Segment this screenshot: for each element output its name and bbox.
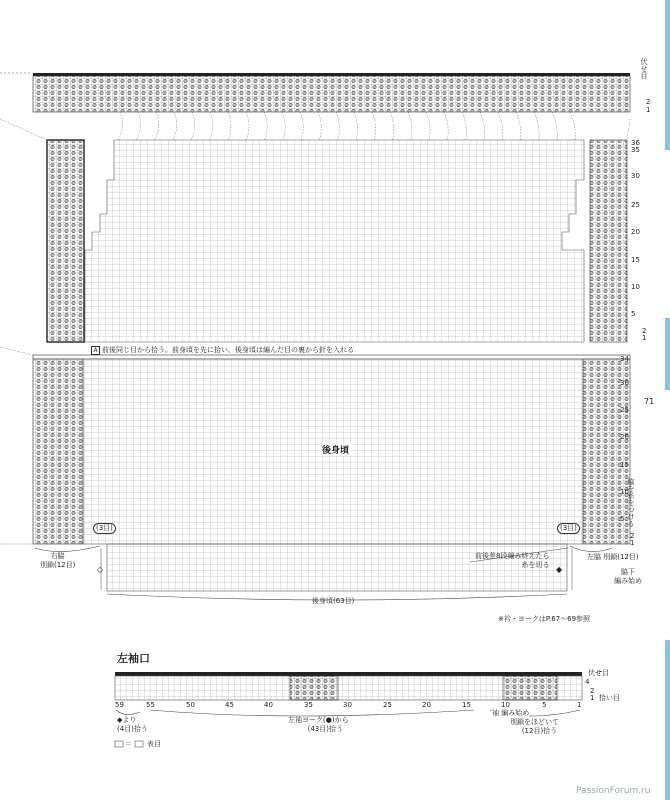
note-a-icon: A bbox=[91, 346, 100, 355]
sleeve-note-mid-1: 左袖ヨーク(●)から bbox=[288, 716, 349, 724]
sleeve-note-right-2: (12目)拾う bbox=[521, 726, 558, 735]
pickup-guide-line bbox=[462, 112, 466, 140]
body-row-5: 5 bbox=[620, 515, 625, 523]
pickup-guide-line bbox=[118, 112, 123, 140]
yoke-row-30: 30 bbox=[631, 172, 640, 180]
reference-note: ※衿・ヨークはP.67〜69参照 bbox=[498, 615, 591, 623]
sleeve-row-1: 1 bbox=[590, 694, 595, 702]
diamond-marker-right: ◆ bbox=[556, 565, 563, 574]
back-body-label: 後身頃 bbox=[320, 443, 351, 456]
back-body-stitch-count: 後身頃(63目) bbox=[312, 597, 355, 605]
pickup-guide-line bbox=[570, 112, 576, 140]
sleeve-col-5: 5 bbox=[542, 701, 547, 709]
sleeve-col-15: 15 bbox=[462, 701, 471, 709]
right-side-count: (3目) bbox=[93, 523, 116, 534]
pickup-guide-line bbox=[210, 112, 213, 140]
pickup-guide-line bbox=[246, 112, 249, 140]
underarm-label-2: 編み始め bbox=[614, 576, 642, 585]
right-side-label bbox=[40, 552, 75, 570]
pickup-guide-line bbox=[534, 112, 539, 140]
sleeve-col-50: 50 bbox=[186, 701, 195, 709]
body-row-25: 25 bbox=[620, 406, 629, 414]
body-row-15: 15 bbox=[620, 461, 629, 469]
yoke-row-10: 10 bbox=[631, 283, 640, 291]
sleeve-note-left-2: (4目)拾う bbox=[117, 724, 148, 733]
pickup-guide-line bbox=[354, 112, 358, 140]
sleeve-note-left-1: ◆より bbox=[117, 716, 137, 724]
yoke-row-5: 5 bbox=[631, 310, 636, 318]
yoke-row-1: 1 bbox=[642, 334, 647, 342]
sleeve-bind-off: 伏せ目 bbox=[588, 669, 609, 677]
sleeve-note-right bbox=[510, 718, 559, 736]
underarm-start-label bbox=[614, 568, 642, 586]
legend-knit-label: 表目 bbox=[147, 740, 161, 748]
legend-equals: ＝ bbox=[125, 740, 132, 748]
pickup-guide-line bbox=[191, 112, 195, 140]
body-row-1: 1 bbox=[630, 539, 635, 547]
bind-off-label: 伏せ目 bbox=[640, 58, 648, 79]
side-yarn-note: 脇を糸をつける bbox=[627, 478, 635, 527]
diamond-marker-left: ◇ bbox=[97, 565, 104, 574]
sleeve-note-mid bbox=[288, 716, 349, 734]
pickup-guide-line bbox=[282, 112, 285, 140]
sleeve-col-35: 35 bbox=[304, 701, 313, 709]
sleeve-pickup-label: 拾い目 bbox=[599, 694, 620, 702]
sleeve-note-right-1: 別鎖をほどいて bbox=[510, 718, 559, 726]
sleeve-note-mid-2: (43目)拾う bbox=[307, 724, 343, 733]
pickup-guide-line bbox=[444, 112, 448, 140]
cut-note-line-2: 糸を切る bbox=[521, 560, 550, 569]
pickup-guide-line bbox=[426, 112, 430, 140]
top-band-row-1: 1 bbox=[646, 106, 651, 114]
pickup-guide-line bbox=[228, 112, 231, 140]
left-side-label bbox=[587, 553, 639, 562]
cut-yarn-note bbox=[475, 552, 549, 570]
yoke-row-2: 2 bbox=[642, 327, 647, 335]
pickup-guide-line bbox=[390, 112, 394, 140]
watermark: PassionForum.ru bbox=[576, 786, 651, 796]
yoke-note-text: 前後同じ目から拾う。前身頃を先に拾い、後身頃は編んだ目の裏から針を入れる bbox=[102, 346, 354, 354]
pickup-guide-line bbox=[155, 112, 159, 140]
body-row-2: 2 bbox=[630, 532, 635, 540]
yoke-row-15: 15 bbox=[631, 256, 640, 264]
body-row-34: 34 bbox=[620, 355, 629, 363]
right-side-sub: 別鎖(12目) bbox=[40, 560, 76, 569]
sleeve-col-55: 55 bbox=[146, 701, 155, 709]
sleeve-start-label: 袖 編み始め bbox=[492, 709, 530, 717]
pickup-guide-line bbox=[318, 112, 321, 140]
pickup-guide-line bbox=[552, 112, 557, 140]
pickup-guide-line bbox=[264, 112, 267, 140]
sleeve-col-1: 1 bbox=[577, 701, 582, 709]
sleeve-col-45: 45 bbox=[225, 701, 234, 709]
sleeve-note-left bbox=[117, 716, 148, 734]
body-row-20: 20 bbox=[620, 433, 629, 441]
pickup-guide-line bbox=[408, 112, 412, 140]
right-side-name: 右脇 bbox=[50, 552, 65, 560]
sleeve-row-2: 2 bbox=[590, 687, 595, 695]
pickup-guide-line bbox=[516, 112, 521, 140]
sleeve-col-40: 40 bbox=[264, 701, 273, 709]
left-side-count: (3目) bbox=[557, 523, 580, 534]
pickup-guide-line bbox=[480, 112, 485, 140]
sleeve-col-10: 10 bbox=[501, 701, 510, 709]
cut-note-line-1: 前後差8段編み終えたら bbox=[475, 552, 550, 560]
yoke-row-36: 36 bbox=[631, 139, 640, 147]
sleeve-col-20: 20 bbox=[422, 701, 431, 709]
page-number: 71 bbox=[644, 397, 655, 406]
sleeve-col-25: 25 bbox=[383, 701, 392, 709]
underarm-label-1: 脇下 bbox=[621, 568, 635, 576]
yoke-note bbox=[91, 345, 354, 355]
pickup-guide-line bbox=[498, 112, 503, 140]
sleeve-col-59: 59 bbox=[115, 701, 124, 709]
pickup-guide-line bbox=[372, 112, 376, 140]
yoke-row-25: 25 bbox=[631, 201, 640, 209]
pickup-guide-line bbox=[300, 112, 303, 140]
left-side-sub: 別鎖(12目) bbox=[603, 553, 639, 561]
sleeve-col-30: 30 bbox=[343, 701, 352, 709]
pickup-guide-line bbox=[336, 112, 339, 140]
pickup-guide-line bbox=[173, 112, 177, 140]
top-band-row-2: 2 bbox=[646, 98, 651, 106]
left-sleeve-title: 左袖口 bbox=[117, 652, 150, 665]
body-row-10: 10 bbox=[620, 488, 629, 496]
body-row-30: 30 bbox=[620, 379, 629, 387]
yoke-row-35: 35 bbox=[631, 146, 640, 154]
left-side-name: 左脇 bbox=[587, 553, 601, 561]
pickup-guide-line bbox=[136, 112, 140, 140]
yoke-row-20: 20 bbox=[631, 228, 640, 236]
sleeve-row-4: 4 bbox=[585, 678, 590, 686]
